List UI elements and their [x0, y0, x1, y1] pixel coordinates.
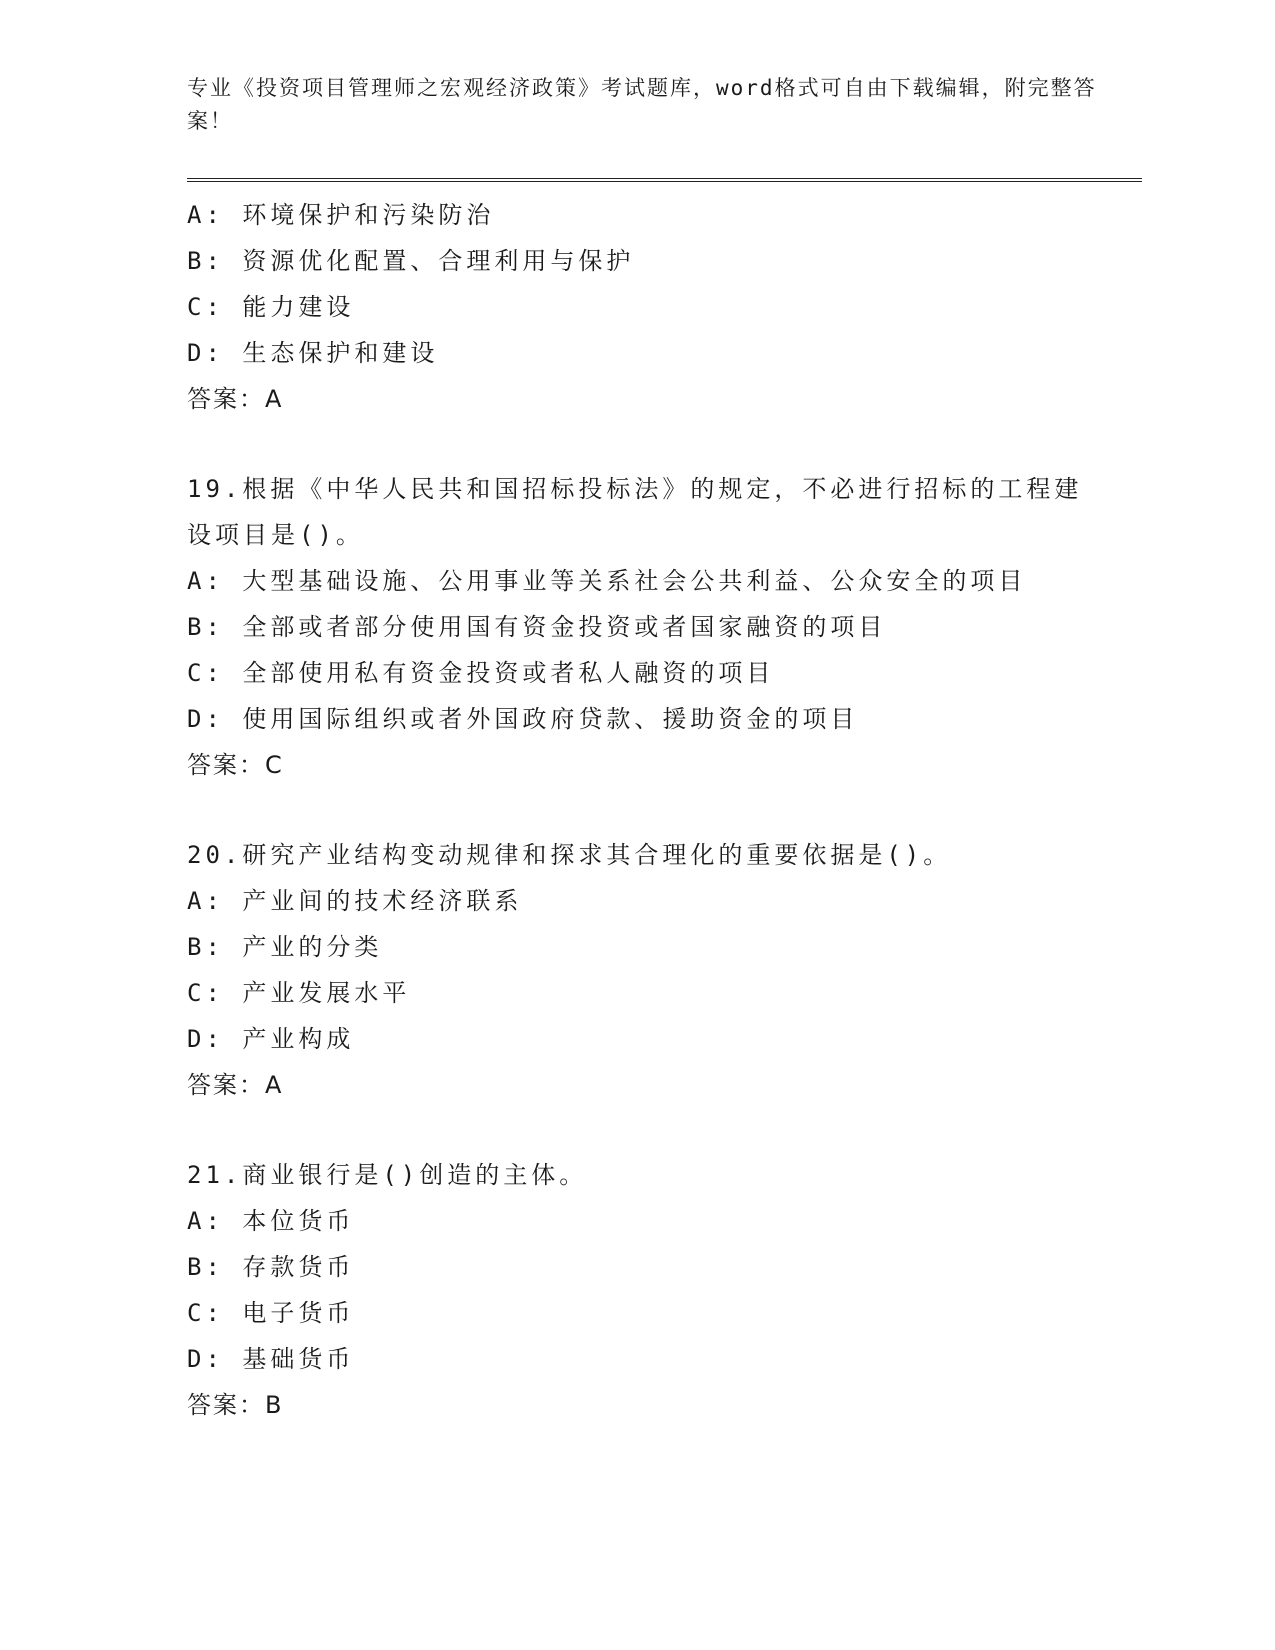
- option-d: D: 生态保护和建设: [187, 339, 439, 367]
- option-d: D: 基础货币: [187, 1345, 355, 1373]
- question-stem: 20.研究产业结构变动规律和探求其合理化的重要依据是()。: [187, 841, 952, 869]
- option-c: C: 全部使用私有资金投资或者私人融资的项目: [187, 659, 775, 687]
- question-21: [187, 1152, 1142, 1428]
- option-b: B: 全部或者部分使用国有资金投资或者国家融资的项目: [187, 613, 887, 641]
- option-b: B: 资源优化配置、合理利用与保护: [187, 247, 635, 275]
- answer-line: 答案：B: [187, 1391, 284, 1419]
- option-b: B: 存款货币: [187, 1253, 355, 1281]
- option-c: C: 产业发展水平: [187, 979, 411, 1007]
- option-d: D: 产业构成: [187, 1025, 355, 1053]
- answer-line: 答案：A: [187, 385, 284, 413]
- answer-line: 答案：A: [187, 1071, 284, 1099]
- previous-question-options: [187, 192, 1142, 422]
- option-a: A: 产业间的技术经济联系: [187, 887, 523, 915]
- option-c: C: 能力建设: [187, 293, 355, 321]
- document-page: [187, 72, 1142, 1428]
- option-a: A: 本位货币: [187, 1207, 355, 1235]
- question-19: [187, 466, 1142, 788]
- option-b: B: 产业的分类: [187, 933, 383, 961]
- answer-line: 答案：C: [187, 751, 284, 779]
- option-a: A: 大型基础设施、公用事业等关系社会公共利益、公众安全的项目: [187, 567, 1027, 595]
- document-intro: 专业《投资项目管理师之宏观经济政策》考试题库，word格式可自由下载编辑，附完整答案！: [187, 76, 1097, 133]
- option-d: D: 使用国际组织或者外国政府贷款、援助资金的项目: [187, 705, 859, 733]
- option-a: A: 环境保护和污染防治: [187, 201, 495, 229]
- option-c: C: 电子货币: [187, 1299, 355, 1327]
- question-stem: 21.商业银行是()创造的主体。: [187, 1161, 588, 1189]
- question-stem: 19.根据《中华人民共和国招标投标法》的规定，不必进行招标的工程建设项目是()。: [187, 475, 1083, 549]
- header-divider: [187, 178, 1142, 182]
- question-20: [187, 832, 1142, 1108]
